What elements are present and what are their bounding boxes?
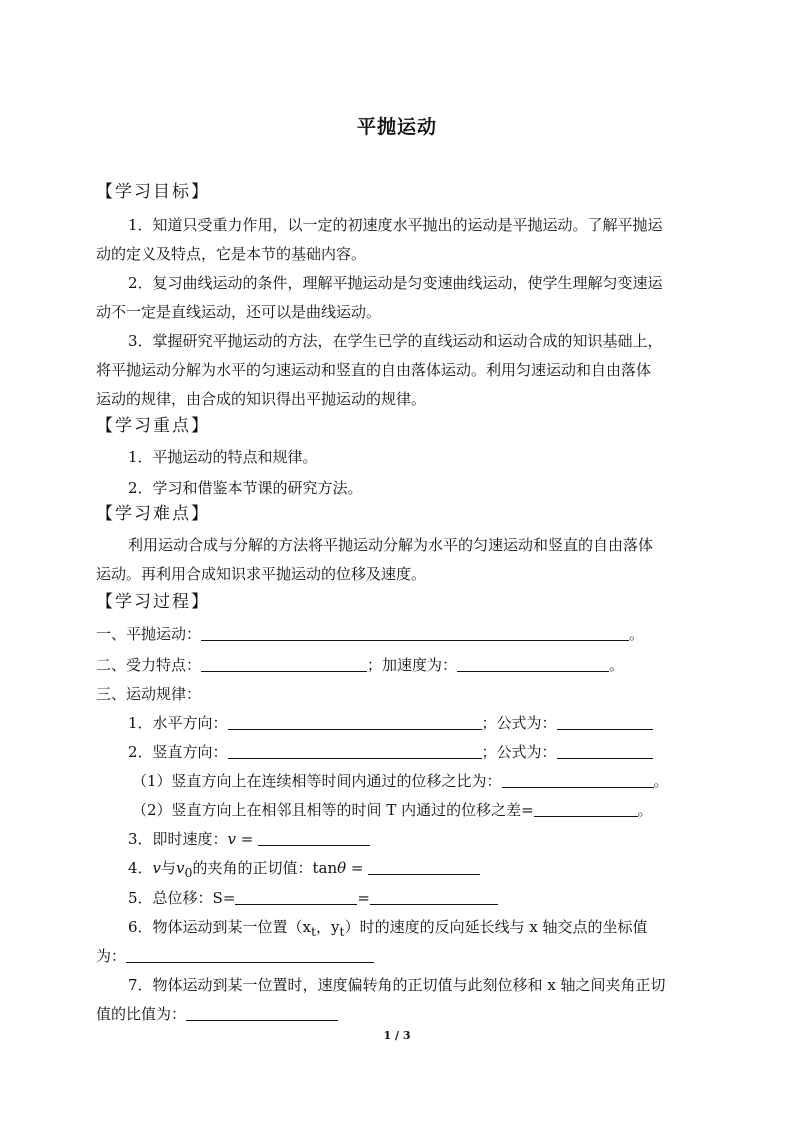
- answer-blank[interactable]: [557, 743, 653, 759]
- equals-sign: =: [346, 859, 369, 877]
- objective-line: 动的定义及特点，它是本节的基础内容。: [96, 245, 367, 263]
- difficulty-line: 运动。再利用合成知识求平抛运动的位移及速度。: [96, 565, 427, 583]
- key-point-line: 2．学习和借鉴本节课的研究方法。: [128, 479, 363, 497]
- objective-line: 1．知道只受重力作用，以一定的初速度水平抛出的运动是平抛运动。了解平抛运: [128, 216, 663, 234]
- answer-blank[interactable]: [457, 656, 609, 672]
- rule-velocity: [128, 829, 370, 849]
- rule-angle: [128, 858, 480, 883]
- key-points-heading: 【学习重点】: [96, 416, 210, 436]
- answer-blank[interactable]: [258, 830, 370, 846]
- sub-rule-label: （2）竖直方向上在相邻且相等的时间 T 内通过的位移之差=: [132, 801, 534, 819]
- subscript: t: [339, 924, 345, 939]
- rule-text: 值的比值为：: [96, 1005, 187, 1023]
- rule-label: 1．水平方向：: [128, 714, 228, 732]
- rule-text: 6．物体运动到某一位置（x: [128, 918, 312, 936]
- sub-rule-2: [132, 800, 653, 820]
- question-1: [96, 624, 644, 644]
- equals-sign: =: [236, 830, 259, 848]
- rule-text: ）时的速度的反向延长线与 x 轴交点的坐标值: [344, 918, 648, 936]
- rule-displacement: [128, 888, 498, 908]
- rule-text: ，y: [316, 918, 340, 936]
- equals-sign: =: [357, 889, 370, 907]
- rule-label: ；公式为：: [481, 714, 557, 732]
- objective-line: 运动的规律，由合成的知识得出平抛运动的规律。: [96, 390, 427, 408]
- process-heading: 【学习过程】: [96, 592, 210, 612]
- sub-rule-label: （1）竖直方向上在连续相等时间内通过的位移之比为：: [132, 772, 502, 790]
- initial-velocity-symbol: v: [176, 859, 185, 877]
- answer-blank[interactable]: [502, 772, 654, 788]
- question-label: ；加速度为：: [367, 656, 458, 674]
- rule-vertical: [128, 742, 653, 762]
- rule-tangent-ratio-answer: [96, 1004, 338, 1024]
- rule-text: 与: [161, 859, 177, 877]
- rule-label: 5．总位移：S=: [128, 889, 236, 907]
- objective-line: 将平抛运动分解为水平的匀速运动和竖直的自由落体运动。利用匀速运动和自由落体: [96, 361, 652, 379]
- punctuation: 。: [637, 801, 653, 819]
- answer-blank[interactable]: [235, 889, 357, 905]
- difficulties-heading: 【学习难点】: [96, 504, 210, 524]
- rule-reverse-extension-answer: [96, 946, 374, 966]
- answer-blank[interactable]: [370, 889, 498, 905]
- punctuation: 。: [629, 625, 645, 643]
- answer-blank[interactable]: [201, 656, 367, 672]
- velocity-symbol: v: [227, 830, 237, 848]
- answer-blank[interactable]: [534, 801, 638, 817]
- sub-rule-1: [132, 771, 669, 791]
- rule-number: 4．: [128, 859, 153, 877]
- answer-blank[interactable]: [368, 859, 480, 875]
- difficulty-line: 利用运动合成与分解的方法将平抛运动分解为水平的匀速运动和竖直的自由落体: [128, 536, 654, 554]
- page-title: 平抛运动: [356, 116, 437, 138]
- answer-blank[interactable]: [557, 714, 653, 730]
- question-2: [96, 655, 624, 675]
- punctuation: 。: [609, 656, 625, 674]
- rule-text: 的夹角的正切值：tan: [192, 859, 338, 877]
- answer-blank[interactable]: [228, 714, 482, 730]
- question-label: 一、平抛运动：: [96, 625, 202, 643]
- objective-line: 2．复习曲线运动的条件，理解平抛运动是匀变速曲线运动，使学生理解匀变速运: [128, 274, 663, 292]
- objective-line: 3．掌握研究平抛运动的方法，在学生已学的直线运动和运动合成的知识基础上，: [128, 332, 663, 350]
- subscript: 0: [184, 865, 193, 880]
- objective-line: 动不一定是直线运动，还可以是曲线运动。: [96, 303, 382, 321]
- objectives-heading: 【学习目标】: [96, 182, 210, 202]
- rule-horizontal: [128, 713, 653, 733]
- answer-blank[interactable]: [186, 1005, 338, 1021]
- answer-blank[interactable]: [126, 947, 374, 963]
- answer-blank[interactable]: [201, 625, 629, 641]
- rule-text: 为：: [96, 947, 127, 965]
- answer-blank[interactable]: [228, 743, 482, 759]
- subscript: t: [311, 924, 317, 939]
- rule-tangent-ratio: 7．物体运动到某一位置时，速度偏转角的正切值与此刻位移和 x 轴之间夹角正切: [128, 976, 666, 994]
- question-3: 三、运动规律：: [96, 685, 202, 703]
- punctuation: 。: [653, 772, 669, 790]
- velocity-symbol: v: [152, 859, 162, 877]
- rule-label: ；公式为：: [481, 743, 557, 761]
- rule-label: 2．竖直方向：: [128, 743, 228, 761]
- theta-symbol: θ: [337, 859, 347, 877]
- rule-reverse-extension: [128, 917, 648, 942]
- rule-label: 3．即时速度：: [128, 830, 228, 848]
- key-point-line: 1．平抛运动的特点和规律。: [128, 448, 318, 466]
- question-label: 二、受力特点：: [96, 656, 202, 674]
- page-number: 1 / 3: [383, 1029, 411, 1042]
